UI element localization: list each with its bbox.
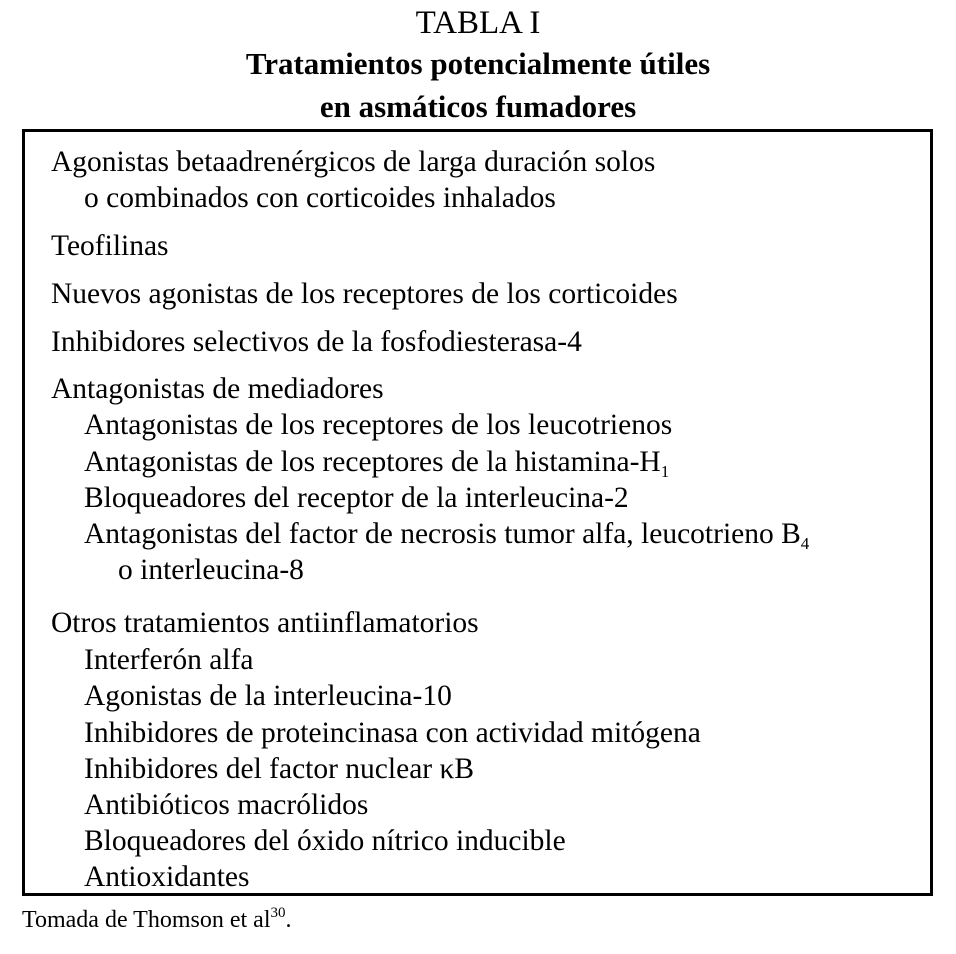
item-antagonistas-tnf: [84, 517, 809, 551]
source-footnote: [22, 905, 291, 935]
table-title-line-1: Tratamientos potencialmente útiles: [245, 46, 711, 81]
item-inhibidores-pde4: Inhibidores selectivos de la fosfodiesterasa-4: [51, 326, 582, 358]
item-antagonistas-histamina: [84, 445, 669, 479]
item-nuevos-agonistas: Nuevos agonistas de los receptores de los corticoides: [51, 278, 678, 310]
table-title-line-2: en asmáticos fumadores: [319, 89, 637, 124]
item-agonistas-line-1: Agonistas betaadrenérgicos de larga duración solos: [51, 146, 656, 178]
tnf-subscript: 4: [800, 534, 810, 553]
tnf-text: Antagonistas del factor de necrosis tumor alfa, leucotrieno B: [84, 518, 801, 550]
item-antioxidantes: Antioxidantes: [84, 861, 250, 893]
footnote-reference: 30: [270, 905, 286, 921]
table-label: TABLA I: [415, 5, 541, 41]
item-otros-heading: Otros tratamientos antiinflamatorios: [51, 607, 479, 639]
item-inhibidores-factor-nuclear: Inhibidores del factor nuclear κB: [84, 753, 475, 785]
item-teofilinas: Teofilinas: [51, 230, 169, 262]
item-antagonistas-leucotrienos: Antagonistas de los receptores de los leucotrienos: [84, 409, 673, 441]
item-antagonistas-tnf-continuation: o interleucina-8: [118, 554, 304, 586]
footnote-text: Tomada de Thomson et al: [22, 907, 271, 933]
item-bloqueadores-interleucina-2: Bloqueadores del receptor de la interleucina-2: [84, 482, 629, 514]
item-agonistas-line-2: o combinados con corticoides inhalados: [84, 182, 556, 214]
footnote-end: .: [285, 907, 292, 933]
item-agonistas-interleucina-10: Agonistas de la interleucina-10: [84, 680, 452, 712]
item-antibioticos-macrolidos: Antibióticos macrólidos: [84, 789, 369, 821]
histamina-subscript: 1: [660, 462, 670, 481]
table-title-block: [0, 4, 956, 128]
item-antagonistas-mediadores-heading: Antagonistas de mediadores: [51, 373, 384, 405]
histamina-text: Antagonistas de los receptores de la histamina-H: [84, 446, 661, 478]
item-inhibidores-proteincinasa: Inhibidores de proteincinasa con actividad mitógena: [84, 717, 701, 749]
item-interferon-alfa: Interferón alfa: [84, 644, 254, 676]
item-bloqueadores-oxido-nitrico: Bloqueadores del óxido nítrico inducible: [84, 825, 566, 857]
